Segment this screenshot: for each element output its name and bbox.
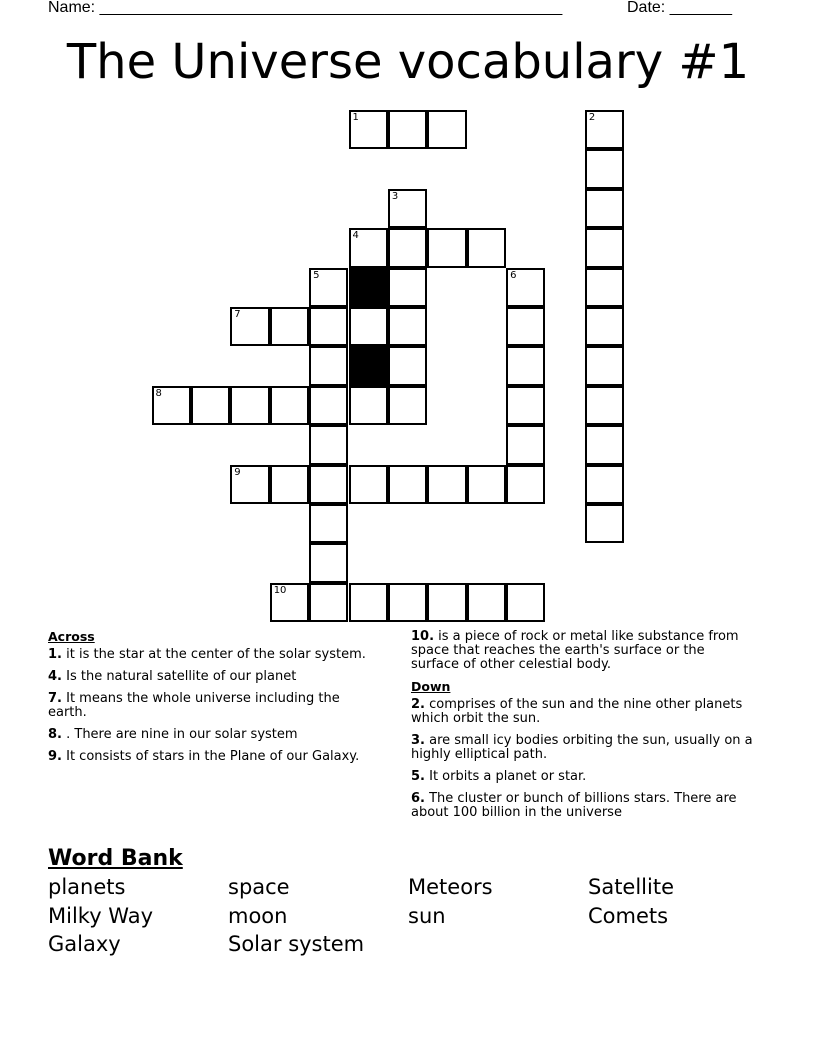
clue-number: 9 bbox=[234, 466, 241, 478]
grid-cell[interactable] bbox=[309, 346, 348, 385]
grid-cell[interactable] bbox=[585, 268, 624, 307]
word-bank-item: moon bbox=[228, 904, 288, 928]
grid-cell[interactable] bbox=[506, 268, 545, 307]
grid-cell[interactable] bbox=[309, 465, 348, 504]
word-bank-item: Comets bbox=[588, 904, 669, 928]
word-bank-item: planets bbox=[48, 875, 126, 899]
grid-cell[interactable] bbox=[506, 307, 545, 346]
grid-cell[interactable] bbox=[309, 307, 348, 346]
grid-cell[interactable] bbox=[191, 386, 230, 425]
grid-cell[interactable] bbox=[388, 583, 427, 622]
grid-cell[interactable] bbox=[506, 583, 545, 622]
name-label: Name: bbox=[48, 0, 100, 16]
grid-cell[interactable] bbox=[585, 465, 624, 504]
clue-across-4: 4. Is the natural satellite of our planet bbox=[48, 669, 297, 684]
grid-cell[interactable] bbox=[309, 386, 348, 425]
grid-cell[interactable] bbox=[506, 465, 545, 504]
grid-cell[interactable] bbox=[309, 583, 348, 622]
clue-down-5: 5. It orbits a planet or star. bbox=[411, 769, 587, 784]
grid-cell[interactable] bbox=[349, 465, 388, 504]
grid-cell[interactable] bbox=[585, 149, 624, 188]
down-heading: Down bbox=[411, 679, 451, 694]
grid-cell[interactable] bbox=[585, 425, 624, 464]
grid-cell[interactable] bbox=[467, 465, 506, 504]
word-bank-heading: Word Bank bbox=[48, 846, 183, 871]
grid-cell[interactable] bbox=[506, 386, 545, 425]
across-heading: Across bbox=[48, 629, 95, 644]
clue-across-9: 9. It consists of stars in the Plane of our Galaxy. bbox=[48, 749, 360, 764]
clue-across-1: 1. it is the star at the center of the solar system. bbox=[48, 647, 366, 662]
grid-cell[interactable] bbox=[349, 307, 388, 346]
grid-cell[interactable] bbox=[230, 465, 269, 504]
grid-cell[interactable] bbox=[349, 228, 388, 267]
clue-number: 4 bbox=[352, 230, 359, 242]
grid-cell[interactable] bbox=[585, 346, 624, 385]
grid-cell[interactable] bbox=[427, 583, 466, 622]
grid-block bbox=[349, 346, 388, 385]
grid-cell[interactable] bbox=[230, 386, 269, 425]
grid-cell[interactable] bbox=[309, 425, 348, 464]
grid-cell[interactable] bbox=[427, 228, 466, 267]
grid-cell[interactable] bbox=[467, 228, 506, 267]
grid-cell[interactable] bbox=[388, 307, 427, 346]
grid-cell[interactable] bbox=[388, 386, 427, 425]
clue-number: 2 bbox=[588, 112, 596, 123]
right-clue-column bbox=[411, 630, 756, 828]
word-bank-item: space bbox=[228, 875, 290, 899]
name-line[interactable]: ____________________________________________________ bbox=[99, 0, 563, 16]
grid-cell[interactable] bbox=[467, 583, 506, 622]
word-bank-item: Solar system bbox=[228, 932, 365, 956]
grid-cell[interactable] bbox=[585, 504, 624, 543]
grid-cell[interactable] bbox=[270, 307, 309, 346]
grid-cell[interactable] bbox=[230, 307, 269, 346]
grid-cell[interactable] bbox=[270, 386, 309, 425]
clue-number: 3 bbox=[391, 190, 399, 202]
grid-cell[interactable] bbox=[427, 465, 466, 504]
grid-cell[interactable] bbox=[506, 425, 545, 464]
clue-number: 6 bbox=[510, 269, 517, 281]
clue-number: 5 bbox=[313, 269, 320, 281]
clue-across-8: 8. . There are nine in our solar system bbox=[48, 727, 298, 742]
grid-cell[interactable] bbox=[388, 110, 427, 149]
grid-cell[interactable] bbox=[349, 110, 388, 149]
grid-cell[interactable] bbox=[585, 110, 624, 149]
word-bank-item: Satellite bbox=[588, 875, 675, 899]
word-bank-item: Meteors bbox=[408, 875, 493, 899]
clue-number: 1 bbox=[352, 112, 359, 123]
clue-down-2: 2. comprises of the sun and the nine other planets which orbit the sun. bbox=[411, 697, 743, 726]
grid-cell[interactable] bbox=[388, 228, 427, 267]
grid-cell[interactable] bbox=[388, 268, 427, 307]
grid-cell[interactable] bbox=[388, 346, 427, 385]
grid-cell[interactable] bbox=[427, 110, 466, 149]
clue-number: 8 bbox=[155, 387, 162, 399]
grid-cell[interactable] bbox=[309, 543, 348, 582]
clue-down-3: 3. are small icy bodies orbiting the sun, usually on a highly elliptical path. bbox=[411, 733, 753, 762]
clue-across-10: 10. is a piece of rock or metal like substance from space that reaches the earth's surface or the surface of other celestial body. bbox=[411, 629, 739, 672]
grid-cell[interactable] bbox=[506, 346, 545, 385]
grid-cell[interactable] bbox=[152, 386, 191, 425]
grid-cell[interactable] bbox=[309, 268, 348, 307]
across-clues bbox=[48, 630, 373, 772]
date-label: Date: bbox=[627, 0, 670, 16]
grid-cell[interactable] bbox=[349, 386, 388, 425]
date-line[interactable]: _______ bbox=[669, 0, 732, 16]
word-bank-item: sun bbox=[408, 904, 446, 928]
grid-cell[interactable] bbox=[585, 189, 624, 228]
word-bank-item: Galaxy bbox=[48, 932, 121, 956]
grid-cell[interactable] bbox=[309, 504, 348, 543]
clue-down-6: 6. The cluster or bunch of billions stars. There are about 100 billion in the universe bbox=[411, 791, 737, 820]
grid-cell[interactable] bbox=[388, 465, 427, 504]
grid-cell[interactable] bbox=[388, 189, 427, 228]
grid-cell[interactable] bbox=[270, 465, 309, 504]
clue-number: 10 bbox=[273, 584, 287, 596]
clue-number: 7 bbox=[234, 309, 241, 320]
grid-cell[interactable] bbox=[349, 583, 388, 622]
worksheet-title: The Universe vocabulary #1 bbox=[66, 34, 750, 90]
grid-cell[interactable] bbox=[270, 583, 309, 622]
grid-block bbox=[349, 268, 388, 307]
grid-cell[interactable] bbox=[585, 228, 624, 267]
grid-cell[interactable] bbox=[585, 386, 624, 425]
word-bank-item: Milky Way bbox=[48, 904, 154, 928]
grid-cell[interactable] bbox=[585, 307, 624, 346]
clue-across-7: 7. It means the whole universe including the earth. bbox=[48, 691, 340, 720]
